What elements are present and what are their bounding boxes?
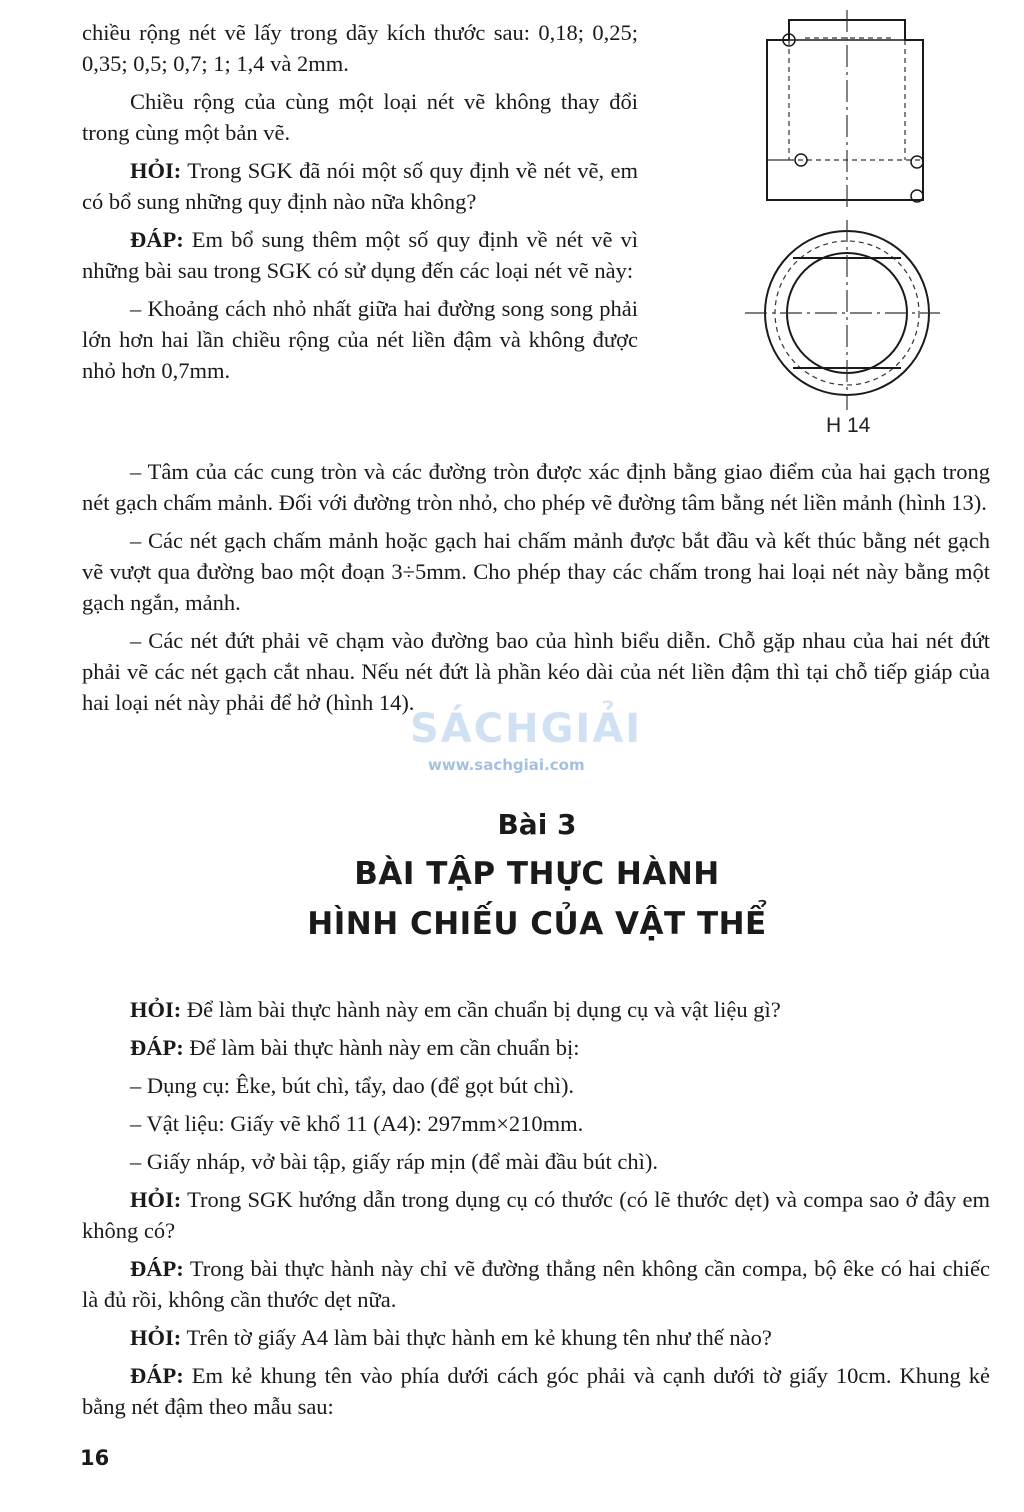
question-label: HỎI: bbox=[130, 1187, 182, 1212]
answer-4 bbox=[82, 1360, 990, 1422]
question-label: HỎI: bbox=[130, 158, 182, 183]
question-label: HỎI: bbox=[130, 997, 182, 1022]
answer-label: ĐÁP: bbox=[130, 1256, 184, 1281]
paragraph-line-width-constant: Chiều rộng của cùng một loại nét vẽ không thay đổi trong cùng một bản vẽ. bbox=[82, 89, 638, 145]
answer-text: Em kẻ khung tên vào phía dưới cách góc phải và cạnh dưới tờ giấy 10cm. Khung kẻ bằng nét đậm theo mẫu sau: bbox=[82, 1363, 990, 1419]
list-item-materials: – Vật liệu: Giấy vẽ khổ 11 (A4): 297mm×210mm. bbox=[130, 1111, 584, 1136]
question-4 bbox=[82, 1322, 990, 1353]
technical-drawing-figure bbox=[745, 10, 945, 440]
question-text: Trong SGK hướng dẫn trong dụng cụ có thước (có lẽ thước dẹt) và compa sao ở đây em không có? bbox=[82, 1187, 990, 1243]
question-1 bbox=[82, 155, 638, 217]
answer-2 bbox=[82, 1032, 990, 1063]
question-2 bbox=[82, 994, 990, 1025]
answer-text: Trong bài thực hành này chỉ vẽ đường thẳng nên không cần compa, bộ êke có hai chiếc là đủ rồi, không cần thước dẹt nữa. bbox=[82, 1256, 990, 1312]
answer-text: Để làm bài thực hành này em cần chuẩn bị: bbox=[183, 1035, 580, 1060]
top-text-column bbox=[82, 17, 638, 393]
answer-label: ĐÁP: bbox=[130, 1363, 184, 1388]
answer-label: ĐÁP: bbox=[130, 1035, 184, 1060]
answer-1 bbox=[82, 224, 638, 286]
lesson-number: Bài 3 bbox=[497, 808, 577, 841]
answer-3 bbox=[82, 1253, 990, 1315]
qa-section bbox=[82, 994, 990, 1429]
watermark bbox=[410, 706, 643, 786]
list-item-tools: – Dụng cụ: Êke, bút chì, tẩy, dao (để gọt bút chì). bbox=[130, 1073, 575, 1098]
paragraph-line-width: chiều rộng nét vẽ lấy trong dãy kích thước sau: 0,18; 0,25; 0,35; 0,5; 0,7; 1; 1,4 và 2mm. bbox=[82, 20, 638, 76]
question-text: Để làm bài thực hành này em cần chuẩn bị dụng cụ và vật liệu gì? bbox=[181, 997, 781, 1022]
bullet-min-spacing: – Khoảng cách nhỏ nhất giữa hai đường song song phải lớn hơn hai lần chiều rộng của nét liền đậm và không được nhỏ hơn 0,7mm. bbox=[82, 296, 638, 383]
question-3 bbox=[82, 1184, 990, 1246]
bullet-dash-dot-lines: – Các nét gạch chấm mảnh hoặc gạch hai chấm mảnh được bắt đầu và kết thúc bằng nét gạch vẽ vượt qua đường bao một đoạn 3÷5mm. Cho phép thay các chấm trong hai loại nét này bằng một gạch ngắn, mảnh. bbox=[82, 528, 990, 615]
bullet-circle-center: – Tâm của các cung tròn và các đường tròn được xác định bằng giao điểm của hai gạch trong nét gạch chấm mảnh. Đối với đường tròn nhỏ, cho phép vẽ đường tâm bằng nét liền mảnh (hình 13). bbox=[82, 459, 990, 515]
answer-text: Em bổ sung thêm một số quy định về nét vẽ vì những bài sau trong SGK có sử dụng đến các loại nét vẽ này: bbox=[82, 227, 638, 283]
lesson-title-line-1: BÀI TẬP THỰC HÀNH bbox=[354, 856, 720, 892]
question-text: Trên tờ giấy A4 làm bài thực hành em kẻ khung tên như thế nào? bbox=[181, 1325, 772, 1350]
question-text: Trong SGK đã nói một số quy định về nét vẽ, em có bổ sung những quy định nào nữa không? bbox=[82, 158, 638, 214]
middle-text bbox=[82, 456, 990, 725]
watermark-url: www.sachgiai.com bbox=[428, 756, 585, 774]
question-label: HỎI: bbox=[130, 1325, 182, 1350]
watermark-brand: SÁCHGIẢI bbox=[410, 706, 643, 752]
bullet-dashed-lines: – Các nét đứt phải vẽ chạm vào đường bao của hình biểu diễn. Chỗ gặp nhau của hai nét đứt phải vẽ các nét gạch cắt nhau. Nếu nét đứt là phần kéo dài của nét liền đậm thì tại chỗ tiếp giáp của hai loại nét này phải để hở (hình 14). bbox=[82, 628, 990, 715]
list-item-paper: – Giấy nháp, vở bài tập, giấy ráp mịn (để mài đầu bút chì). bbox=[130, 1149, 659, 1174]
figure-caption: H 14 bbox=[826, 414, 871, 437]
answer-label: ĐÁP: bbox=[130, 227, 184, 252]
lesson-title-line-2: HÌNH CHIẾU CỦA VẬT THỂ bbox=[307, 906, 767, 942]
page-number: 16 bbox=[80, 1446, 110, 1470]
